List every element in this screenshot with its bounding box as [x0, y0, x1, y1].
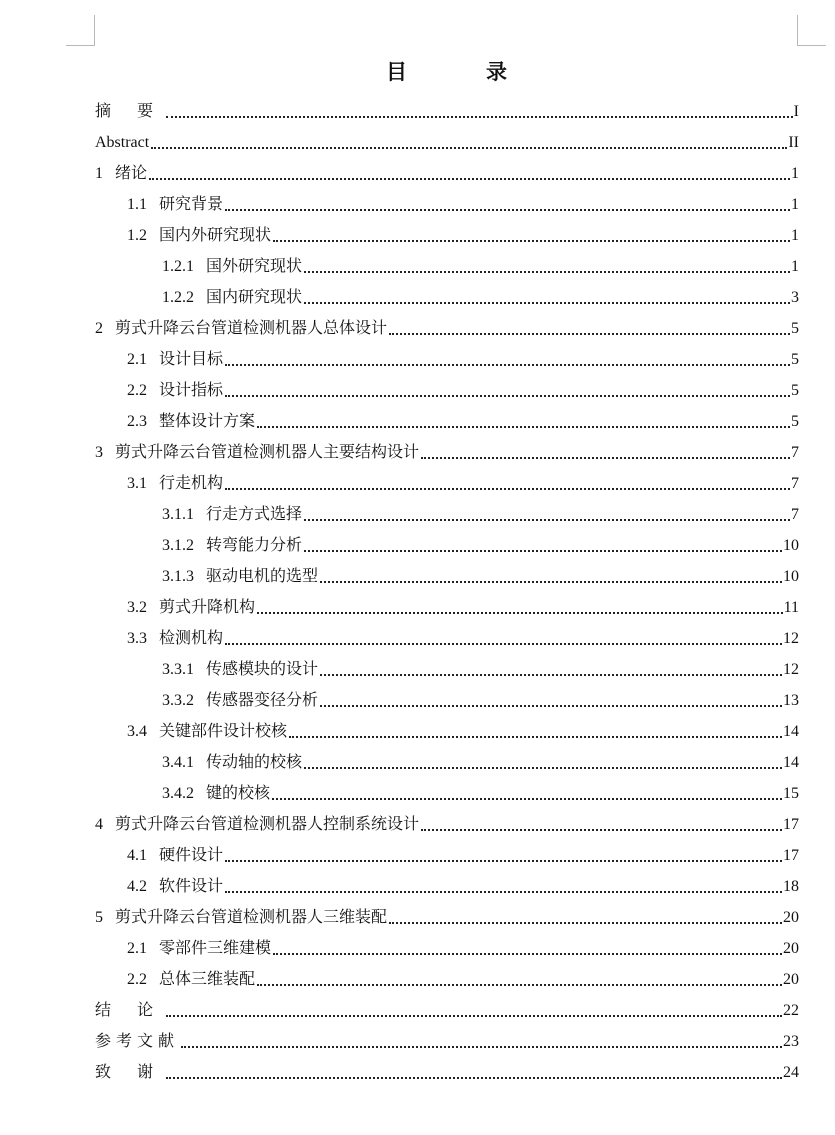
toc-entry[interactable] [95, 95, 799, 126]
toc-entry-page: 22 [783, 1002, 799, 1019]
toc-entry[interactable] [95, 281, 799, 312]
toc-entry[interactable] [95, 126, 799, 157]
toc-entry-page: 20 [783, 940, 799, 957]
toc-entry[interactable] [95, 343, 799, 374]
toc-dot-leader [166, 1015, 782, 1017]
toc-dot-leader [304, 302, 790, 304]
toc-entry[interactable] [95, 312, 799, 343]
toc-entry-text: 国外研究现状 [206, 258, 303, 275]
toc-entry-number: 2 [95, 320, 103, 337]
toc-entry-number: 3.1 [127, 475, 147, 492]
toc-entry-number: 3.1.3 [162, 568, 194, 585]
table-of-contents [95, 95, 799, 1087]
toc-entry-label [95, 815, 419, 835]
toc-entry[interactable] [95, 901, 799, 932]
toc-entry-text: 剪式升降云台管道检测机器人三维装配 [115, 909, 388, 926]
toc-entry-text: 零部件三维建模 [159, 940, 272, 957]
toc-entry-text: 整体设计方案 [159, 413, 256, 430]
toc-entry-number: 1.1 [127, 196, 147, 213]
toc-entry[interactable] [95, 374, 799, 405]
toc-entry-label [127, 722, 287, 742]
toc-dot-leader [181, 1046, 782, 1048]
toc-entry-label [162, 784, 270, 804]
toc-entry-page: 12 [783, 661, 799, 678]
toc-entry-text: 传感器变径分析 [206, 692, 319, 709]
toc-entry-text: 摘 要 [95, 103, 165, 120]
toc-entry-label [127, 474, 223, 494]
toc-entry[interactable] [95, 994, 799, 1025]
toc-entry-page: 24 [783, 1064, 799, 1081]
toc-entry-page: II [788, 134, 799, 151]
toc-dot-leader [272, 798, 782, 800]
toc-entry-text: 剪式升降云台管道检测机器人总体设计 [115, 320, 388, 337]
toc-dot-leader [166, 1077, 782, 1079]
toc-entry-page: 18 [783, 878, 799, 895]
toc-entry-text: 剪式升降云台管道检测机器人主要结构设计 [115, 444, 420, 461]
toc-dot-leader [421, 457, 790, 459]
toc-entry[interactable] [95, 560, 799, 591]
toc-entry-label [95, 102, 164, 122]
toc-dot-leader [320, 581, 782, 583]
toc-dot-leader [320, 705, 782, 707]
toc-entry-number: 4 [95, 816, 103, 833]
toc-entry-page: 12 [783, 630, 799, 647]
toc-entry-number: 3.1.2 [162, 537, 194, 554]
toc-entry[interactable] [95, 405, 799, 436]
toc-entry[interactable] [95, 467, 799, 498]
toc-title-part2: 录 [486, 60, 507, 84]
toc-entry-label [162, 505, 302, 525]
toc-entry-label [127, 877, 223, 897]
toc-entry-number: 3.3.2 [162, 692, 194, 709]
toc-entry-text: 剪式升降机构 [159, 599, 256, 616]
toc-entry-number: 3.1.1 [162, 506, 194, 523]
toc-entry-number: 3.4 [127, 723, 147, 740]
toc-dot-leader [225, 488, 790, 490]
toc-entry-label [162, 536, 302, 556]
toc-entry-page: 3 [791, 289, 799, 306]
toc-entry-text: 传动轴的校核 [206, 754, 303, 771]
toc-entry[interactable] [95, 529, 799, 560]
toc-entry-label [162, 660, 318, 680]
toc-entry-number: 3 [95, 444, 103, 461]
toc-entry-text: 检测机构 [159, 630, 224, 647]
toc-entry-label [162, 567, 318, 587]
toc-entry-label [127, 598, 255, 618]
toc-entry-page: 7 [791, 506, 799, 523]
toc-entry-label [95, 319, 387, 339]
toc-entry-label [127, 629, 223, 649]
toc-dot-leader [304, 271, 790, 273]
toc-dot-leader [304, 550, 782, 552]
toc-dot-leader [389, 922, 782, 924]
toc-entry[interactable] [95, 777, 799, 808]
toc-entry-number: 3.3.1 [162, 661, 194, 678]
toc-entry-text: Abstract [95, 134, 150, 151]
toc-dot-leader [225, 209, 790, 211]
toc-entry-text: 国内研究现状 [206, 289, 303, 306]
toc-dot-leader [421, 829, 782, 831]
toc-entry[interactable] [95, 653, 799, 684]
toc-dot-leader [304, 519, 790, 521]
toc-entry[interactable] [95, 157, 799, 188]
toc-entry[interactable] [95, 498, 799, 529]
toc-entry[interactable] [95, 870, 799, 901]
toc-dot-leader [257, 984, 782, 986]
toc-entry-label [95, 1001, 164, 1021]
toc-entry-number: 1.2 [127, 227, 147, 244]
toc-dot-leader [225, 860, 782, 862]
toc-entry[interactable] [95, 591, 799, 622]
toc-entry-page: 1 [791, 165, 799, 182]
toc-dot-leader [257, 426, 790, 428]
toc-entry-page: 5 [791, 351, 799, 368]
toc-entry-label [127, 412, 255, 432]
toc-entry-text: 驱动电机的选型 [206, 568, 319, 585]
toc-entry-text: 硬件设计 [159, 847, 224, 864]
toc-entry-number: 1 [95, 165, 103, 182]
toc-entry-text: 研究背景 [159, 196, 224, 213]
toc-entry-label [127, 195, 223, 215]
toc-dot-leader [225, 395, 790, 397]
toc-dot-leader [166, 116, 793, 118]
toc-entry[interactable] [95, 746, 799, 777]
toc-entry-text: 剪式升降云台管道检测机器人控制系统设计 [115, 816, 420, 833]
toc-entry-text: 总体三维装配 [159, 971, 256, 988]
toc-entry-page: I [793, 103, 799, 120]
toc-entry-label [162, 691, 318, 711]
toc-entry-page: 1 [791, 227, 799, 244]
toc-title [0, 52, 835, 86]
toc-entry-text: 国内外研究现状 [159, 227, 272, 244]
toc-entry-text: 键的校核 [206, 785, 271, 802]
toc-entry-text: 参考文献 [95, 1033, 180, 1050]
toc-entry[interactable] [95, 1056, 799, 1087]
toc-entry-page: 15 [783, 785, 799, 802]
toc-entry-page: 1 [791, 258, 799, 275]
toc-entry-text: 设计指标 [159, 382, 224, 399]
toc-entry-page: 7 [791, 475, 799, 492]
toc-entry[interactable] [95, 219, 799, 250]
toc-entry-label [127, 970, 255, 990]
toc-entry-page: 7 [791, 444, 799, 461]
toc-entry-number: 2.2 [127, 971, 147, 988]
toc-entry-text: 绪论 [115, 165, 148, 182]
toc-entry-number: 2.1 [127, 940, 147, 957]
toc-dot-leader [320, 674, 782, 676]
toc-entry-page: 20 [783, 971, 799, 988]
toc-entry-label [127, 846, 223, 866]
toc-entry-number: 2.3 [127, 413, 147, 430]
toc-entry[interactable] [95, 808, 799, 839]
toc-entry-text: 软件设计 [159, 878, 224, 895]
toc-dot-leader [273, 240, 790, 242]
toc-entry-number: 2.2 [127, 382, 147, 399]
toc-entry-page: 5 [791, 382, 799, 399]
toc-entry[interactable] [95, 622, 799, 653]
toc-dot-leader [273, 953, 782, 955]
toc-entry-page: 5 [791, 320, 799, 337]
toc-entry[interactable] [95, 963, 799, 994]
toc-entry-page: 17 [783, 816, 799, 833]
toc-entry-page: 11 [783, 599, 799, 616]
toc-entry-text: 行走机构 [159, 475, 224, 492]
toc-entry-number: 3.2 [127, 599, 147, 616]
toc-entry[interactable] [95, 684, 799, 715]
toc-entry-text: 行走方式选择 [206, 506, 303, 523]
toc-entry-number: 3.4.1 [162, 754, 194, 771]
toc-entry-label [95, 443, 419, 463]
toc-entry-label [95, 908, 387, 928]
toc-entry-page: 5 [791, 413, 799, 430]
toc-entry-page: 20 [783, 909, 799, 926]
toc-entry[interactable] [95, 188, 799, 219]
toc-entry-label [95, 1032, 179, 1052]
toc-entry[interactable] [95, 839, 799, 870]
toc-entry-page: 14 [783, 723, 799, 740]
toc-dot-leader [389, 333, 790, 335]
toc-dot-leader [257, 612, 783, 614]
toc-entry-text: 致 谢 [95, 1064, 165, 1081]
toc-entry-page: 17 [783, 847, 799, 864]
toc-entry-page: 13 [783, 692, 799, 709]
toc-entry-page: 14 [783, 754, 799, 771]
toc-dot-leader [225, 364, 790, 366]
toc-entry-number: 3.4.2 [162, 785, 194, 802]
toc-dot-leader [225, 891, 782, 893]
toc-entry-label [127, 939, 271, 959]
toc-entry[interactable] [95, 715, 799, 746]
toc-entry-label [95, 164, 147, 184]
toc-entry-number: 2.1 [127, 351, 147, 368]
toc-entry-number: 1.2.2 [162, 289, 194, 306]
toc-entry-label [162, 288, 302, 308]
toc-entry-label [95, 133, 149, 153]
toc-dot-leader [149, 178, 790, 180]
toc-entry[interactable] [95, 250, 799, 281]
page-corner-mark-left [66, 15, 95, 46]
toc-dot-leader [289, 736, 782, 738]
page-corner-mark-right [797, 15, 826, 46]
toc-entry-number: 5 [95, 909, 103, 926]
toc-dot-leader [151, 147, 787, 149]
toc-dot-leader [304, 767, 782, 769]
toc-entry-text: 设计目标 [159, 351, 224, 368]
toc-entry-number: 3.3 [127, 630, 147, 647]
toc-entry[interactable] [95, 1025, 799, 1056]
toc-entry-page: 23 [783, 1033, 799, 1050]
toc-entry-text: 转弯能力分析 [206, 537, 303, 554]
toc-title-part1: 目 [386, 60, 407, 84]
toc-entry[interactable] [95, 932, 799, 963]
toc-entry-text: 关键部件设计校核 [159, 723, 288, 740]
toc-entry-page: 10 [783, 537, 799, 554]
toc-entry-page: 10 [783, 568, 799, 585]
toc-entry[interactable] [95, 436, 799, 467]
toc-entry-page: 1 [791, 196, 799, 213]
toc-entry-label [127, 381, 223, 401]
toc-dot-leader [225, 643, 782, 645]
toc-entry-number: 4.1 [127, 847, 147, 864]
toc-entry-label [127, 226, 271, 246]
toc-entry-label [95, 1063, 164, 1083]
toc-entry-text: 结 论 [95, 1002, 165, 1019]
toc-entry-text: 传感模块的设计 [206, 661, 319, 678]
toc-entry-label [127, 350, 223, 370]
toc-entry-number: 4.2 [127, 878, 147, 895]
toc-entry-number: 1.2.1 [162, 258, 194, 275]
toc-entry-label [162, 257, 302, 277]
toc-entry-label [162, 753, 302, 773]
